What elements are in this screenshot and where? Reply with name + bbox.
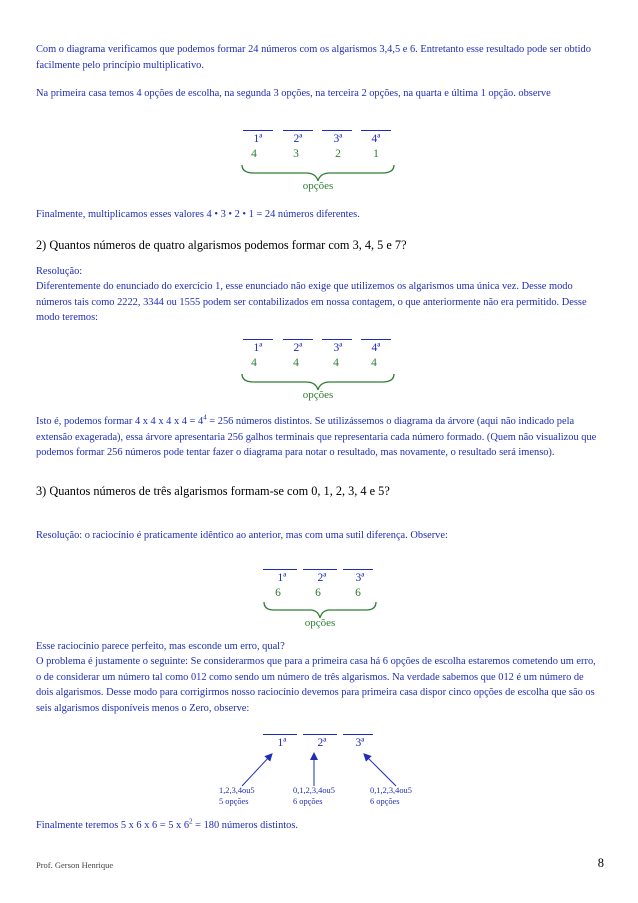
option-digits: 0,1,2,3,4ou5	[370, 786, 412, 795]
slot-line	[343, 569, 373, 570]
slot-position-3: 3ª	[355, 572, 365, 584]
slot-count-1: 4	[251, 148, 257, 160]
slot-line	[361, 339, 391, 340]
slot-line	[303, 734, 337, 735]
question-2: 2) Quantos números de quatro algarismos podemos formar com 3, 4, 5 e 7?	[36, 238, 407, 252]
paragraph-diagram-result: Com o diagrama verificamos que podemos formar 24 números com os algarismos 3,4,5 e 6. Entretanto esse resultado pode ser obtido facilmente pelo princípio multiplicativo.	[36, 44, 591, 71]
paragraph-multiplication: Finalmente, multiplicamos esses valores 4 • 3 • 2 • 1 = 24 números diferentes.	[36, 209, 360, 220]
option-group-1	[219, 786, 255, 807]
text-part: = 180 números distintos.	[192, 820, 298, 831]
slot-count-2: 3	[293, 148, 299, 160]
slot-line	[343, 734, 373, 735]
option-group-3	[370, 786, 412, 807]
slot-line	[303, 569, 337, 570]
option-count: 6 opções	[293, 796, 323, 806]
paragraph-error-question: Esse raciocínio parece perfeito, mas esconde um erro, qual?	[36, 641, 285, 652]
paragraph-tree-explanation	[36, 414, 602, 461]
option-count: 6 opções	[370, 796, 400, 806]
slot-line	[243, 130, 273, 131]
slot-position-1: 1ª	[277, 737, 287, 749]
option-group-2	[293, 786, 335, 807]
options-label: opções	[302, 389, 334, 401]
resolution-label: Resolução:	[36, 266, 83, 277]
exponent: 4	[203, 413, 207, 422]
question-3: 3) Quantos números de três algarismos formam-se com 0, 1, 2, 3, 4 e 5?	[36, 484, 390, 498]
slot-count-3: 2	[335, 148, 341, 160]
options-label: opções	[302, 180, 334, 192]
slot-line	[322, 339, 352, 340]
slot-position-2: 2ª	[317, 737, 327, 749]
slot-count-2: 6	[315, 587, 321, 599]
slot-count-3: 6	[355, 587, 361, 599]
slot-count-1: 6	[275, 587, 281, 599]
arrow-1	[242, 756, 270, 786]
options-label: opções	[304, 617, 336, 629]
paragraph-resolution-3: Resolução: o raciocínio é praticamente idêntico ao anterior, mas com uma sutil diferença. Observe:	[36, 530, 448, 541]
paragraph-error-explanation: O problema é justamente o seguinte: Se considerarmos que para a primeira casa há 6 opções de escolha estaremos cometendo um erro, o de considerar um número tal como 012 como sendo um número de três algarismos. Na verdade sabemos que 012 é um número de dois algarismos. Desse modo para corrigirmos nosso raciocínio devemos para primeira casa dispor cinco opções de escolha que são os seis algarismos disponíveis menos o Zero, observe:	[36, 656, 596, 714]
exponent: 2	[189, 817, 193, 826]
arrow-3	[366, 756, 396, 786]
slot-position-2: 2ª	[293, 342, 303, 354]
footer-author: Prof. Gerson Henrique	[36, 860, 114, 870]
slot-line	[263, 569, 297, 570]
text-part: = 256 números distintos. Se utilizássemos o diagrama da árvore (aqui não indicado pela extensão exagerada), essa árvore apresentaria 256 galhos terminais que representaria cada número formado. (Quem não visualizou que podemos formar 256 números pode tentar fazer o diagrama para notar o resultado, mas novamente, o resultado será imenso).	[36, 416, 597, 458]
slot-position-1: 1ª	[253, 133, 263, 145]
slot-line	[283, 339, 313, 340]
slot-line	[263, 734, 297, 735]
slot-line	[283, 130, 313, 131]
text-part: Isto é, podemos formar 4 x 4 x 4 x 4 = 4	[36, 416, 204, 427]
option-digits: 1,2,3,4ou5	[219, 786, 255, 795]
page-number: 8	[597, 856, 604, 870]
text-part: Finalmente teremos 5 x 6 x 6 = 5 x 6	[36, 820, 190, 831]
slot-position-3: 3ª	[333, 342, 343, 354]
option-count: 5 opções	[219, 796, 249, 806]
slot-position-3: 3ª	[333, 133, 343, 145]
paragraph-choices: Na primeira casa temos 4 opções de escolha, na segunda 3 opções, na terceira 2 opções, na quarta e última 1 opção. observe	[36, 88, 551, 99]
slot-count-1: 4	[251, 357, 257, 369]
slot-position-1: 1ª	[277, 572, 287, 584]
slot-count-4: 4	[371, 357, 377, 369]
slot-position-2: 2ª	[317, 572, 327, 584]
slot-position-1: 1ª	[253, 342, 263, 354]
slot-line	[361, 130, 391, 131]
slot-count-2: 4	[293, 357, 299, 369]
slot-position-4: 4ª	[371, 133, 381, 145]
slot-count-3: 4	[333, 357, 339, 369]
paragraph-repetition: Diferentemente do enunciado do exercício 1, esse enunciado não exige que utilizemos os algarismos uma única vez. Desse modo números tais como 2222, 3344 ou 1555 podem ser contabilizados em nossa contagem, o que anteriormente não era permitido. Desse modo teremos:	[36, 281, 587, 323]
slot-position-3: 3ª	[355, 737, 365, 749]
slot-line	[243, 339, 273, 340]
paragraph-final-result	[36, 818, 602, 834]
slot-position-4: 4ª	[371, 342, 381, 354]
slot-line	[322, 130, 352, 131]
slot-position-2: 2ª	[293, 133, 303, 145]
slot-count-4: 1	[373, 148, 379, 160]
option-digits: 0,1,2,3,4ou5	[293, 786, 335, 795]
